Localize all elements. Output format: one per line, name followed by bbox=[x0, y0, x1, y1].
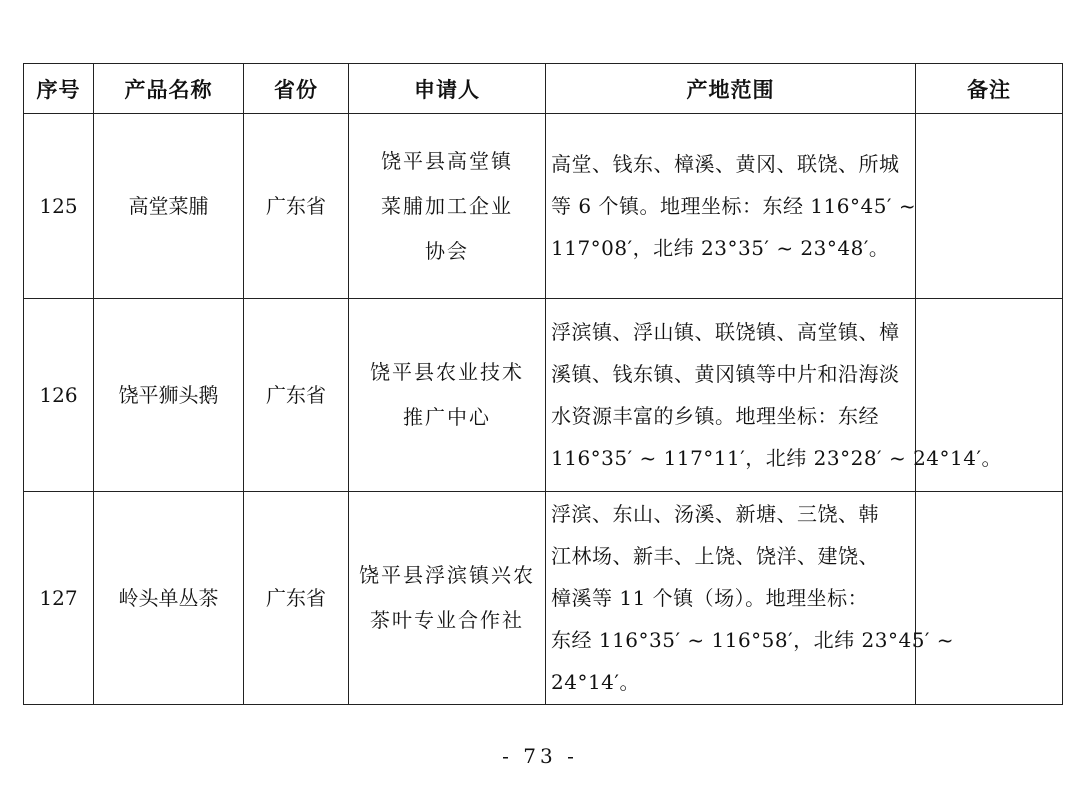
applicant-line: 推广中心 bbox=[403, 405, 491, 429]
cell-production-region bbox=[546, 492, 955, 705]
cell-applicant bbox=[349, 299, 546, 492]
header-product-name: 产品名称 bbox=[94, 64, 244, 114]
region-line: 东经 116°35′ ~ 116°58′，北纬 23°45′ ~ bbox=[551, 628, 955, 652]
header-seq: 序号 bbox=[24, 64, 94, 114]
cell-seq: 126 bbox=[24, 299, 94, 492]
cell-remark bbox=[916, 114, 1063, 299]
applicant-line: 饶平县浮滨镇兴农 bbox=[359, 563, 535, 587]
table-row bbox=[24, 114, 1063, 299]
region-line: 浮滨镇、浮山镇、联饶镇、高堂镇、樟 bbox=[551, 320, 900, 344]
cell-seq: 125 bbox=[24, 114, 94, 299]
header-remark: 备注 bbox=[916, 64, 1063, 114]
region-line: 浮滨、东山、汤溪、新塘、三饶、韩 bbox=[551, 502, 879, 526]
cell-province: 广东省 bbox=[244, 114, 349, 299]
applicant-line: 协会 bbox=[425, 238, 469, 263]
cell-production-region bbox=[546, 299, 1003, 492]
region-line: 116°35′ ~ 117°11′，北纬 23°28′ ~ 24°14′。 bbox=[551, 446, 1003, 470]
cell-province: 广东省 bbox=[244, 299, 349, 492]
applicant-line: 菜脯加工企业 bbox=[381, 193, 513, 218]
region-line: 水资源丰富的乡镇。地理坐标：东经 bbox=[551, 404, 879, 428]
cell-production-region bbox=[546, 114, 916, 299]
cell-remark bbox=[916, 492, 1063, 705]
region-line: 高堂、钱东、樟溪、黄冈、联饶、所城 bbox=[551, 152, 900, 176]
applicant-line: 饶平县农业技术 bbox=[370, 360, 524, 384]
cell-applicant bbox=[349, 492, 546, 705]
region-line: 溪镇、钱东镇、黄冈镇等中片和沿海淡 bbox=[551, 362, 900, 386]
applicant-line: 茶叶专业合作社 bbox=[370, 608, 524, 632]
header-row bbox=[24, 64, 1063, 114]
cell-product-name: 高堂菜脯 bbox=[94, 114, 244, 299]
cell-product-name: 饶平狮头鹅 bbox=[94, 299, 244, 492]
applicant-line: 饶平县高堂镇 bbox=[381, 148, 513, 173]
product-table bbox=[23, 63, 1063, 705]
header-production-region: 产地范围 bbox=[546, 64, 916, 114]
region-line: 等 6 个镇。地理坐标：东经 116°45′ ~ bbox=[551, 194, 917, 218]
table-row bbox=[24, 299, 1063, 492]
header-applicant: 申请人 bbox=[349, 64, 546, 114]
cell-province: 广东省 bbox=[244, 492, 349, 705]
table-row bbox=[24, 492, 1063, 705]
cell-applicant bbox=[349, 114, 546, 299]
region-line: 117°08′，北纬 23°35′ ~ 23°48′。 bbox=[551, 236, 890, 260]
page-number: - 73 - bbox=[502, 744, 578, 768]
region-line: 24°14′。 bbox=[551, 670, 640, 694]
cell-seq: 127 bbox=[24, 492, 94, 705]
header-province: 省份 bbox=[244, 64, 349, 114]
region-line: 樟溪等 11 个镇（场）。地理坐标： bbox=[551, 586, 869, 610]
region-line: 江林场、新丰、上饶、饶洋、建饶、 bbox=[551, 544, 879, 568]
cell-product-name: 岭头单丛茶 bbox=[94, 492, 244, 705]
